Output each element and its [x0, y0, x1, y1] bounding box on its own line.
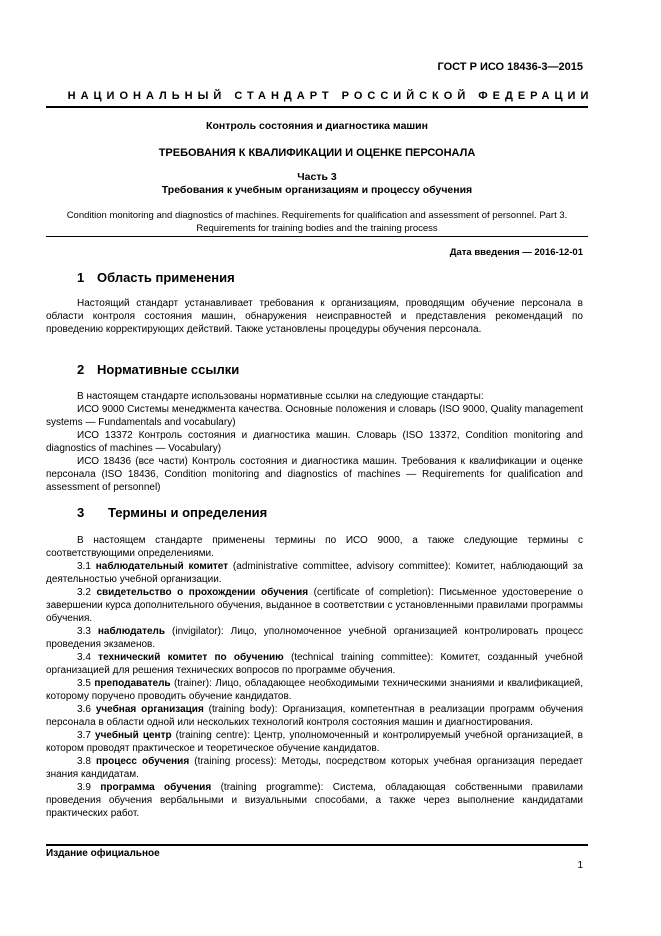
official-edition-label: Издание официальное [46, 848, 160, 859]
english-title: Condition monitoring and diagnostics of machines. Requirements for qualification and assessment of personnel. Part 3. Requirements for training bodies and the training process [66, 210, 568, 234]
page-number: 1 [577, 860, 583, 871]
term-definition: (certificate of completion): Письменное удостоверение о завершении курса дополнительного обучения, выданное в соответствии с установленными правилами программы обучения. [46, 587, 584, 624]
section-1-title: Область применения [97, 270, 235, 285]
section-1-text: Настоящий стандарт устанавливает требования к организациям, проводящим обучение персонала в области контроля состояния машин, обнаружения неисправностей и представления рекомендаций по проведению корректирующих действий. Также установлены процедуры обучения персонала. [46, 298, 583, 335]
section-3-heading [77, 505, 267, 520]
footer-divider [46, 844, 588, 846]
section-1-heading [77, 270, 235, 285]
header-divider [46, 106, 588, 108]
term-definition: (training centre): Центр, уполномоченный и контролируемый учебной организацией, в котором проводят практическое и теоретическое обучение кандидатов. [46, 730, 583, 754]
section-2-body [46, 390, 583, 494]
title-part: Часть 3 [297, 171, 337, 183]
term-definition: (invigilator): Лицо, уполномоченное учебной организацией контролировать процесс проведения экзаменов. [46, 626, 584, 650]
section-1-body [46, 297, 583, 336]
standard-code: ГОСТ Р ИСО 18436-3—2015 [437, 61, 583, 73]
section-3-body [46, 534, 583, 820]
section-1-number: 1 [77, 270, 85, 285]
term-3-6 [46, 703, 583, 729]
term-definition: (training programme): Система, обладающая собственными правилами проведения обучения вербальными и визуальными способами, а также через выполнение кандидатами практических работ. [46, 782, 584, 819]
reference-iso-9000: ИСО 9000 Системы менеджмента качества. Основные положения и словарь (ISO 9000, Quality management systems — Fundamentals and vocabulary) [46, 404, 583, 428]
term-definition: (technical training committee): Комитет, созданный учебной организацией для решения технических вопросов по программе обучения. [46, 652, 584, 676]
term-3-8 [46, 755, 583, 781]
section-2-title: Нормативные ссылки [97, 362, 240, 377]
term-definition: (trainer): Лицо, обладающее необходимыми техническими знаниями и квалификацией, которому поручено проводить обучение кандидатов. [46, 678, 583, 702]
term-3-7 [46, 729, 583, 755]
term-number: 3.3 [77, 626, 91, 637]
term-3-1 [46, 560, 583, 586]
term-number: 3.8 [77, 756, 91, 767]
term-number: 3.5 [77, 678, 91, 689]
term-3-3 [46, 625, 583, 651]
term-3-5 [46, 677, 583, 703]
term-definition: (administrative committee, advisory committee): Комитет, наблюдающий за деятельностью учебной организации. [46, 561, 583, 585]
term-3-9 [46, 781, 583, 820]
term-name: свидетельство о прохождении обучения [96, 587, 309, 598]
term-name: преподаватель [94, 678, 171, 689]
term-name: наблюдатель [97, 626, 166, 637]
term-3-4 [46, 651, 583, 677]
term-number: 3.9 [77, 782, 91, 793]
national-standard-heading: НАЦИОНАЛЬНЫЙ СТАНДАРТ РОССИЙСКОЙ ФЕДЕРАЦИИ [67, 90, 594, 102]
term-number: 3.4 [77, 652, 91, 663]
section-2-number: 2 [77, 362, 85, 377]
reference-iso-18436: ИСО 18436 (все части) Контроль состояния и диагностика машин. Требования к квалификации и оценке персонала (ISO 18436, Condition monitoring and diagnostics of machines — Requirements for qualification and assessment of personnel) [46, 456, 583, 493]
term-name: технический комитет по обучению [98, 652, 284, 663]
term-name: наблюдательный комитет [95, 561, 229, 572]
reference-iso-13372: ИСО 13372 Контроль состояния и диагностика машин. Словарь (ISO 13372, Condition monitoring and diagnostics of machines — Vocabulary) [46, 430, 583, 454]
section-3-title: Термины и определения [108, 505, 268, 520]
term-number: 3.7 [77, 730, 91, 741]
term-3-2 [46, 586, 583, 625]
term-number: 3.2 [77, 587, 91, 598]
section-2-heading [77, 362, 239, 377]
title-main: ТРЕБОВАНИЯ К КВАЛИФИКАЦИИ И ОЦЕНКЕ ПЕРСОНАЛА [158, 147, 476, 159]
title-line1: Контроль состояния и диагностика машин [206, 120, 428, 132]
title-part-name: Требования к учебным организациям и процессу обучения [161, 184, 473, 196]
section-2-intro: В настоящем стандарте использованы нормативные ссылки на следующие стандарты: [77, 391, 484, 402]
term-name: процесс обучения [96, 756, 190, 767]
term-name: учебный центр [95, 730, 172, 741]
introduction-date: Дата введения — 2016-12-01 [449, 247, 583, 258]
section-3-intro: В настоящем стандарте применены термины по ИСО 9000, а также следующие термины с соответствующими определениями. [46, 535, 583, 559]
term-number: 3.6 [77, 704, 91, 715]
term-definition: (training process): Методы, посредством которых учебная организация передает знания кандидатам. [46, 756, 583, 780]
title-divider [46, 236, 588, 237]
term-name: программа обучения [100, 782, 212, 793]
term-definition: (training body): Организация, компетентная в реализации программ обучения персонала в области одной или нескольких технологий контроля состояния машин и диагностирования. [46, 704, 584, 728]
term-number: 3.1 [77, 561, 91, 572]
section-3-number: 3 [77, 505, 85, 520]
term-name: учебная организация [95, 704, 204, 715]
